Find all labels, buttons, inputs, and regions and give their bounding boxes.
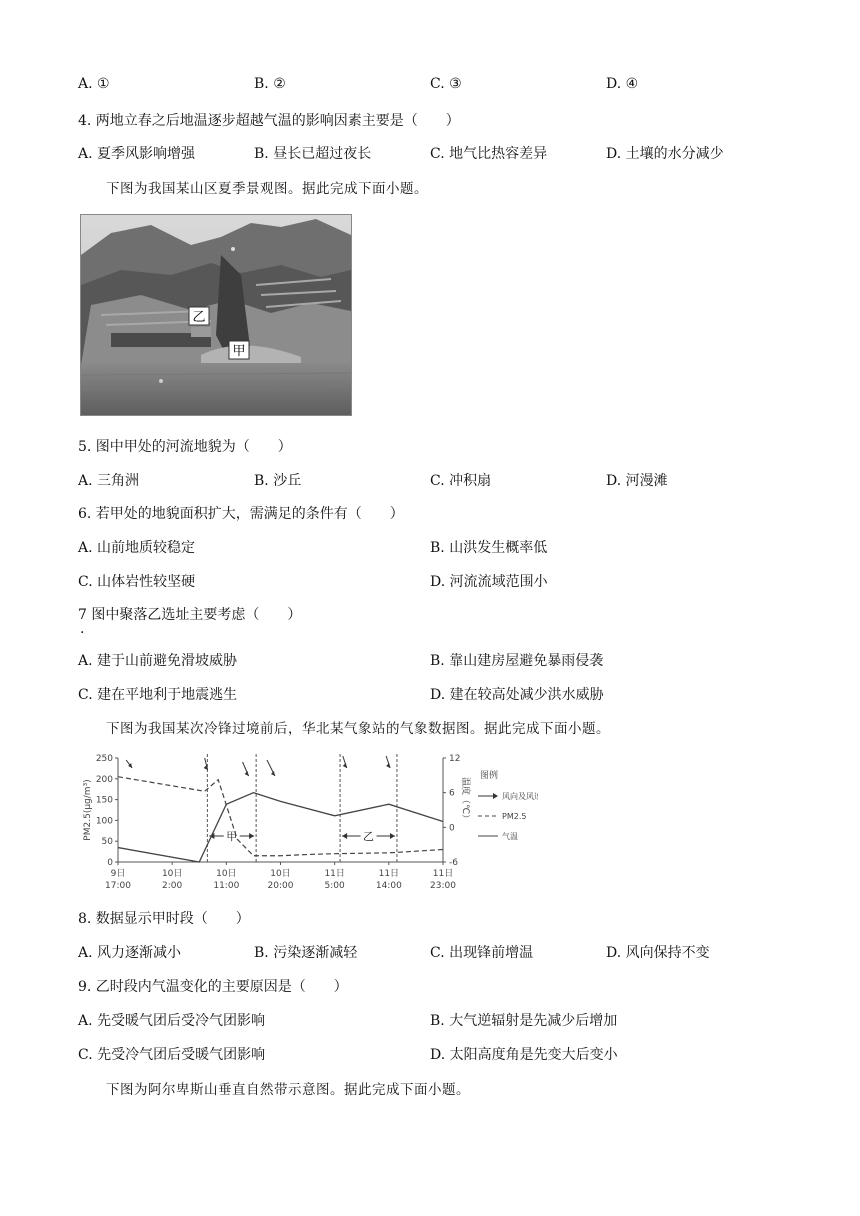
question-7-stem: 7 图中聚落乙选址主要考虑（ ）	[78, 607, 302, 623]
question-8-stem: 8. 数据显示甲时段（ ）	[78, 911, 250, 927]
q8-option-a: A. 风力逐渐减小	[78, 945, 182, 961]
q5-option-c: C. 冲积扇	[430, 473, 492, 489]
x-tick-label-time: 5:00	[324, 881, 345, 891]
intro-alps: 下图为阿尔卑斯山垂直自然带示意图。据此完成下面小题。	[106, 1082, 470, 1098]
q9-option-d: D. 太阳高度角是先变大后变小	[430, 1047, 618, 1063]
x-tick-label-time: 23:00	[430, 881, 456, 891]
q8-option-c: C. 出现锋前增温	[430, 945, 534, 961]
legend-wind-label: 风向及风速	[502, 792, 538, 801]
weather-chart	[78, 744, 538, 894]
wind-arrow-head	[386, 763, 390, 768]
x-tick-label-day: 11日	[378, 869, 400, 879]
q4-option-c: C. 地气比热容差异	[430, 146, 548, 162]
y-tick-label-right: -6	[449, 858, 458, 868]
dot-mark: ·	[80, 625, 85, 641]
period-label: 乙	[363, 830, 375, 843]
q7-option-b: B. 靠山建房屋避免暴雨侵袭	[430, 653, 604, 669]
y-axis-label-left: PM2.5(μg/m³)	[83, 779, 93, 841]
y-tick-label-left: 250	[95, 754, 113, 764]
period-arrow-right	[249, 833, 254, 839]
x-tick-label-day: 11日	[324, 869, 345, 879]
q3-option-d: D. ④	[606, 76, 639, 92]
y-tick-label-left: 50	[101, 837, 113, 848]
period-arrow-left	[342, 833, 347, 839]
y-tick-label-left: 0	[107, 858, 113, 868]
series-temperature-line	[118, 793, 443, 862]
x-tick-label-time: 2:00	[162, 881, 183, 891]
landscape-photo	[80, 214, 352, 416]
x-tick-label-time: 17:00	[105, 881, 131, 891]
intro-landscape: 下图为我国某山区夏季景观图。据此完成下面小题。	[106, 181, 428, 197]
q3-option-c: C. ③	[430, 76, 462, 92]
q9-option-a: A. 先受暖气团后受冷气团影响	[78, 1013, 266, 1029]
label-jia: 甲	[232, 344, 246, 359]
q7-option-c: C. 建在平地利于地震逃生	[78, 687, 238, 703]
intro-weather: 下图为我国某次冷锋过境前后，华北某气象站的气象数据图。据此完成下面小题。	[106, 721, 610, 737]
q3-option-b: B. ②	[254, 76, 286, 92]
legend-wind-arrowhead	[493, 793, 498, 799]
q5-option-d: D. 河漫滩	[606, 473, 668, 489]
period-label: 甲	[226, 830, 238, 843]
q9-option-b: B. 大气逆辐射是先减少后增加	[430, 1013, 618, 1029]
y-tick-label-left: 150	[95, 795, 113, 806]
wind-arrow-head	[343, 763, 347, 768]
q4-option-a: A. 夏季风影响增强	[78, 146, 196, 162]
q8-option-b: B. 污染逐渐减轻	[254, 945, 358, 961]
q6-option-c: C. 山体岩性较坚硬	[78, 574, 196, 590]
q6-option-d: D. 河流流域范围小	[430, 574, 548, 590]
question-6-stem: 6. 若甲处的地貌面积扩大，需满足的条件有（ ）	[78, 506, 404, 522]
legend-pm25-label: PM2.5	[502, 812, 527, 821]
y-axis-label-right: 温度（℃）	[460, 776, 470, 824]
x-tick-label-time: 11:00	[213, 881, 240, 891]
legend-title: 图例	[480, 771, 499, 781]
x-tick-label-day: 9日	[110, 869, 126, 879]
y-tick-label-right: 12	[449, 754, 461, 764]
q5-option-b: B. 沙丘	[254, 473, 302, 489]
x-tick-label-day: 10日	[161, 869, 183, 879]
q4-option-b: B. 昼长已超过夜长	[254, 146, 372, 162]
q3-option-a: A. ①	[78, 76, 110, 92]
question-4-stem: 4. 两地立春之后地温逐步超越气温的影响因素主要是（ ）	[78, 113, 460, 129]
q4-option-d: D. 土壤的水分减少	[606, 146, 724, 162]
y-tick-label-left: 100	[95, 816, 113, 827]
period-arrow-right	[390, 833, 395, 839]
legend-temp-label: 气温	[502, 832, 518, 841]
x-tick-label-time: 14:00	[375, 881, 402, 891]
q6-option-a: A. 山前地质较稳定	[78, 540, 196, 556]
q6-option-b: B. 山洪发生概率低	[430, 540, 548, 556]
x-tick-label-day: 11日	[432, 869, 454, 879]
q7-option-d: D. 建在较高处减少洪水威胁	[430, 687, 604, 703]
y-tick-label-right: 0	[449, 823, 455, 834]
series-pm25-line	[118, 777, 443, 856]
q9-option-c: C. 先受冷气团后受暖气团影响	[78, 1047, 266, 1063]
x-tick-label-time: 20:00	[267, 881, 294, 891]
question-5-stem: 5. 图中甲处的河流地貌为（ ）	[78, 439, 292, 455]
label-yi: 乙	[192, 310, 206, 325]
x-tick-label-day: 10日	[216, 869, 237, 879]
q7-option-a: A. 建于山前避免滑坡威胁	[78, 653, 238, 669]
question-9-stem: 9. 乙时段内气温变化的主要原因是（ ）	[78, 979, 348, 995]
y-tick-label-right: 6	[449, 788, 455, 799]
x-tick-label-day: 10日	[270, 869, 291, 879]
q5-option-a: A. 三角洲	[78, 473, 140, 489]
y-tick-label-left: 200	[95, 774, 113, 785]
q8-option-d: D. 风向保持不变	[606, 945, 710, 961]
